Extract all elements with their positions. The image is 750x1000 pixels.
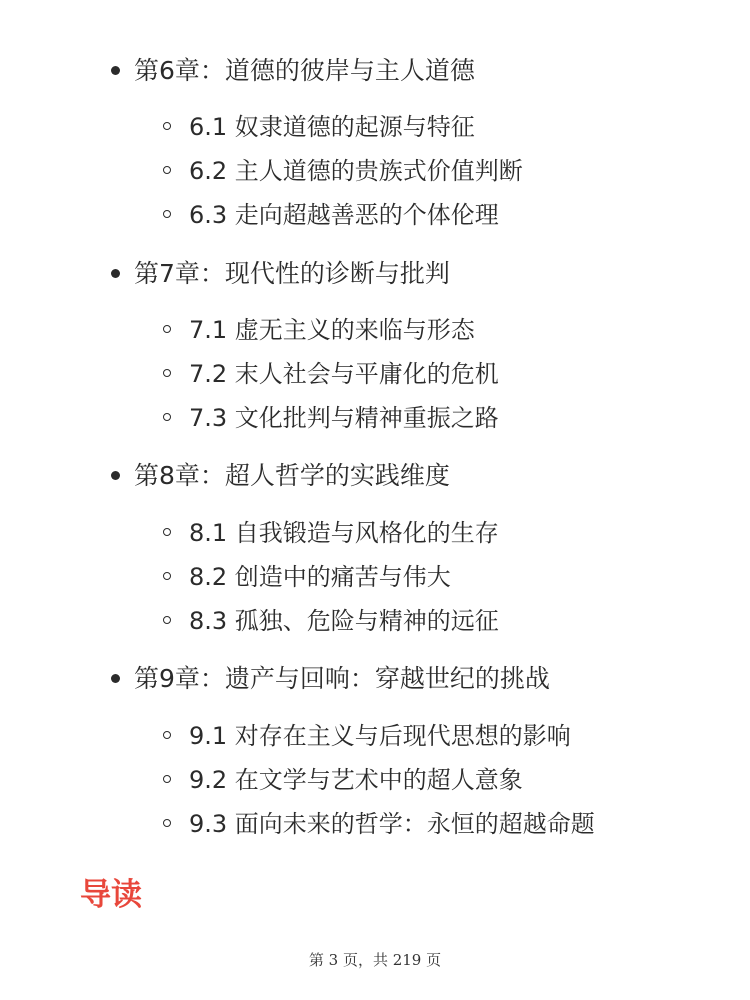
chapter-item: [0, 254, 750, 294]
circle-bullet-icon: [163, 325, 171, 333]
section-title: 6.3 走向超越善恶的个体伦理: [189, 201, 499, 229]
chapter-item: [0, 51, 750, 91]
page-footer: 第 3 页，共 219 页: [308, 951, 442, 969]
section-title: 8.1 自我锻造与风格化的生存: [189, 519, 499, 547]
chapter-title: 第6章：道德的彼岸与主人道德: [134, 56, 475, 85]
circle-bullet-icon: [163, 166, 171, 174]
circle-bullet-icon: [163, 122, 171, 130]
bullet-icon: [111, 674, 120, 683]
section-title: 9.1 对存在主义与后现代思想的影响: [189, 722, 571, 750]
circle-bullet-icon: [163, 572, 171, 580]
section-title: 8.3 孤独、危险与精神的远征: [189, 607, 499, 635]
section-item: [0, 557, 750, 597]
circle-bullet-icon: [163, 528, 171, 536]
circle-bullet-icon: [163, 413, 171, 421]
section-title: 7.2 末人社会与平庸化的危机: [189, 360, 499, 388]
chapter-title: 第9章：遗产与回响：穿越世纪的挑战: [134, 664, 550, 693]
section-item: [0, 310, 750, 350]
circle-bullet-icon: [163, 775, 171, 783]
chapter-title: 第8章：超人哲学的实践维度: [134, 461, 450, 490]
circle-bullet-icon: [163, 616, 171, 624]
section-title: 9.3 面向未来的哲学：永恒的超越命题: [189, 810, 595, 838]
section-item: [0, 107, 750, 147]
section-item: [0, 354, 750, 394]
section-title: 7.3 文化批判与精神重振之路: [189, 404, 499, 432]
bullet-icon: [111, 471, 120, 480]
section-item: [0, 513, 750, 553]
section-item: [0, 760, 750, 800]
circle-bullet-icon: [163, 819, 171, 827]
circle-bullet-icon: [163, 731, 171, 739]
circle-bullet-icon: [163, 369, 171, 377]
section-title: 6.2 主人道德的贵族式价值判断: [189, 157, 523, 185]
section-item: [0, 804, 750, 844]
chapter-item: [0, 659, 750, 699]
circle-bullet-icon: [163, 210, 171, 218]
bullet-icon: [111, 66, 120, 75]
section-heading: 导读: [80, 877, 142, 913]
section-item: [0, 716, 750, 756]
section-title: 9.2 在文学与艺术中的超人意象: [189, 766, 523, 794]
section-item: [0, 601, 750, 641]
bullet-icon: [111, 269, 120, 278]
section-item: [0, 195, 750, 235]
section-title: 6.1 奴隶道德的起源与特征: [189, 113, 475, 141]
section-item: [0, 151, 750, 191]
chapter-item: [0, 456, 750, 496]
chapter-title: 第7章：现代性的诊断与批判: [134, 259, 450, 288]
section-title: 8.2 创造中的痛苦与伟大: [189, 563, 451, 591]
section-item: [0, 398, 750, 438]
section-title: 7.1 虚无主义的来临与形态: [189, 316, 475, 344]
